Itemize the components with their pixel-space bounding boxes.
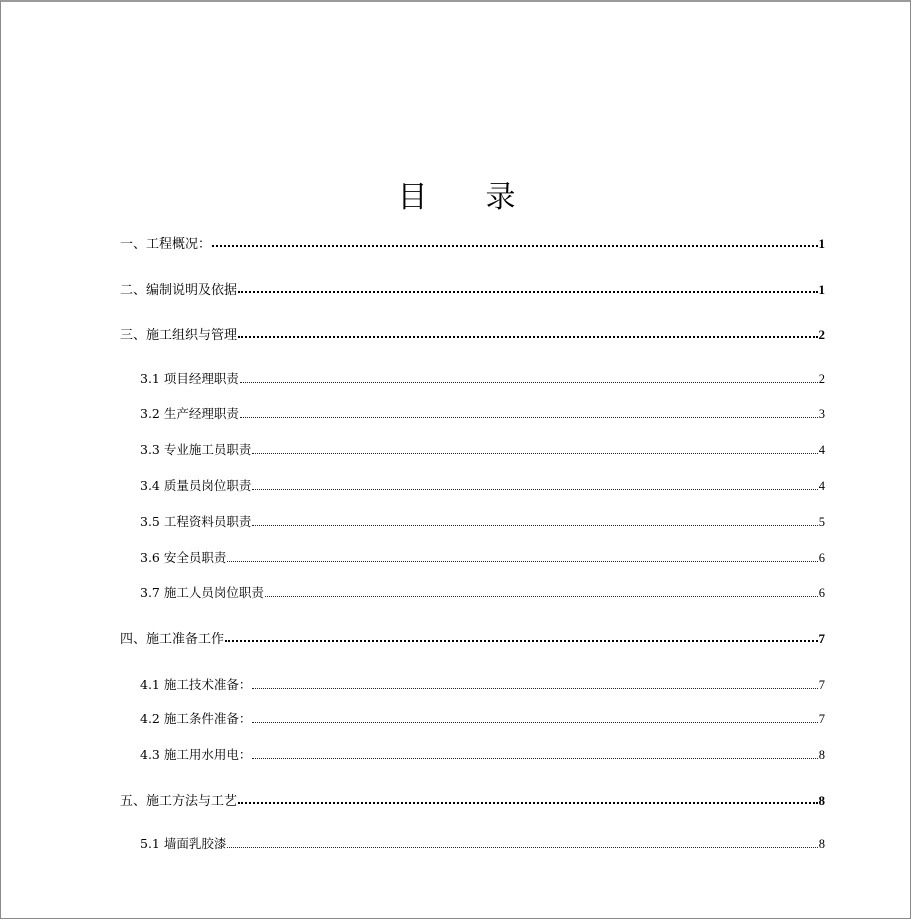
- toc-leader-dots: [252, 688, 817, 689]
- toc-entry-page: 1: [818, 236, 825, 251]
- toc-leader-dots: [238, 802, 817, 804]
- toc-entry-label: 3.6 安全员职责: [140, 550, 227, 565]
- toc-entry-label: 4.2 施工条件准备：: [140, 711, 252, 726]
- toc-entry[interactable]: [120, 790, 825, 808]
- toc-entry[interactable]: [140, 512, 825, 530]
- toc-entry-page: 6: [818, 586, 825, 600]
- toc-entry-label: 3.7 施工人员岗位职责: [140, 585, 264, 600]
- toc-entry-page: 7: [818, 678, 825, 692]
- toc-title: [1, 172, 911, 216]
- toc-entry-page: 8: [818, 793, 825, 808]
- toc-entry-label: 三、施工组织与管理: [120, 328, 238, 343]
- toc-entry-label: 3.3 专业施工员职责: [140, 442, 252, 457]
- toc-entry[interactable]: [120, 233, 825, 251]
- toc-entry-page: 8: [818, 748, 825, 762]
- toc-leader-dots: [240, 417, 818, 418]
- toc-entry-label: 四、施工准备工作: [120, 632, 225, 647]
- toc-entry-page: 4: [818, 479, 825, 493]
- toc-entry-page: 4: [818, 443, 825, 457]
- toc-leader-dots: [225, 640, 817, 642]
- toc-entry[interactable]: [120, 324, 825, 342]
- toc-leader-dots: [227, 847, 817, 848]
- toc-entry[interactable]: [140, 709, 825, 727]
- toc-entry-label: 4.3 施工用水用电：: [140, 747, 252, 762]
- toc-leader-dots: [252, 453, 817, 454]
- toc-entry[interactable]: [140, 476, 825, 494]
- toc-title-char-2: 录: [485, 180, 516, 215]
- toc-entry[interactable]: [140, 440, 825, 458]
- toc-leader-dots: [252, 758, 817, 759]
- toc-entry[interactable]: [140, 404, 825, 422]
- toc-entry-page: 5: [818, 515, 825, 529]
- toc-entry-page: 3: [818, 407, 825, 421]
- toc-entry-label: 3.2 生产经理职责: [140, 406, 239, 421]
- toc-entry-label: 3.1 项目经理职责: [140, 371, 239, 386]
- toc-entry-label: 5.1 墙面乳胶漆: [140, 836, 227, 851]
- toc-entry-page: 2: [818, 327, 825, 342]
- toc-leader-dots: [238, 336, 817, 338]
- toc-entry[interactable]: [140, 583, 825, 601]
- toc-entry-page: 7: [818, 631, 825, 646]
- toc-entry-label: 3.5 工程资料员职责: [140, 514, 252, 529]
- toc-entry[interactable]: [140, 834, 825, 852]
- toc-entry-page: 1: [818, 282, 825, 297]
- toc-title-char-1: 目: [397, 180, 428, 215]
- toc-leader-dots: [252, 525, 817, 526]
- toc-entry-page: 8: [818, 837, 825, 851]
- toc-entry[interactable]: [120, 628, 825, 646]
- toc-entry[interactable]: [140, 745, 825, 763]
- toc-entry-page: 2: [818, 372, 825, 386]
- toc-entry-page: 6: [818, 551, 825, 565]
- toc-leader-dots: [212, 245, 817, 247]
- toc-entry[interactable]: [140, 548, 825, 566]
- toc-leader-dots: [227, 561, 817, 562]
- toc-entry-label: 二、编制说明及依据: [120, 283, 238, 298]
- toc-entry-page: 7: [818, 712, 825, 726]
- toc-entry[interactable]: [120, 279, 825, 297]
- toc-leader-dots: [252, 722, 817, 723]
- toc-entry[interactable]: [140, 369, 825, 387]
- toc-entry-label: 一、工程概况：: [120, 237, 212, 252]
- toc-entry[interactable]: [140, 675, 825, 693]
- toc-entry-label: 4.1 施工技术准备：: [140, 677, 252, 692]
- toc-entry-label: 五、施工方法与工艺: [120, 794, 238, 809]
- toc-leader-dots: [240, 382, 818, 383]
- toc-entry-label: 3.4 质量员岗位职责: [140, 478, 252, 493]
- toc-leader-dots: [252, 489, 817, 490]
- toc-leader-dots: [238, 291, 817, 293]
- toc-leader-dots: [265, 596, 818, 597]
